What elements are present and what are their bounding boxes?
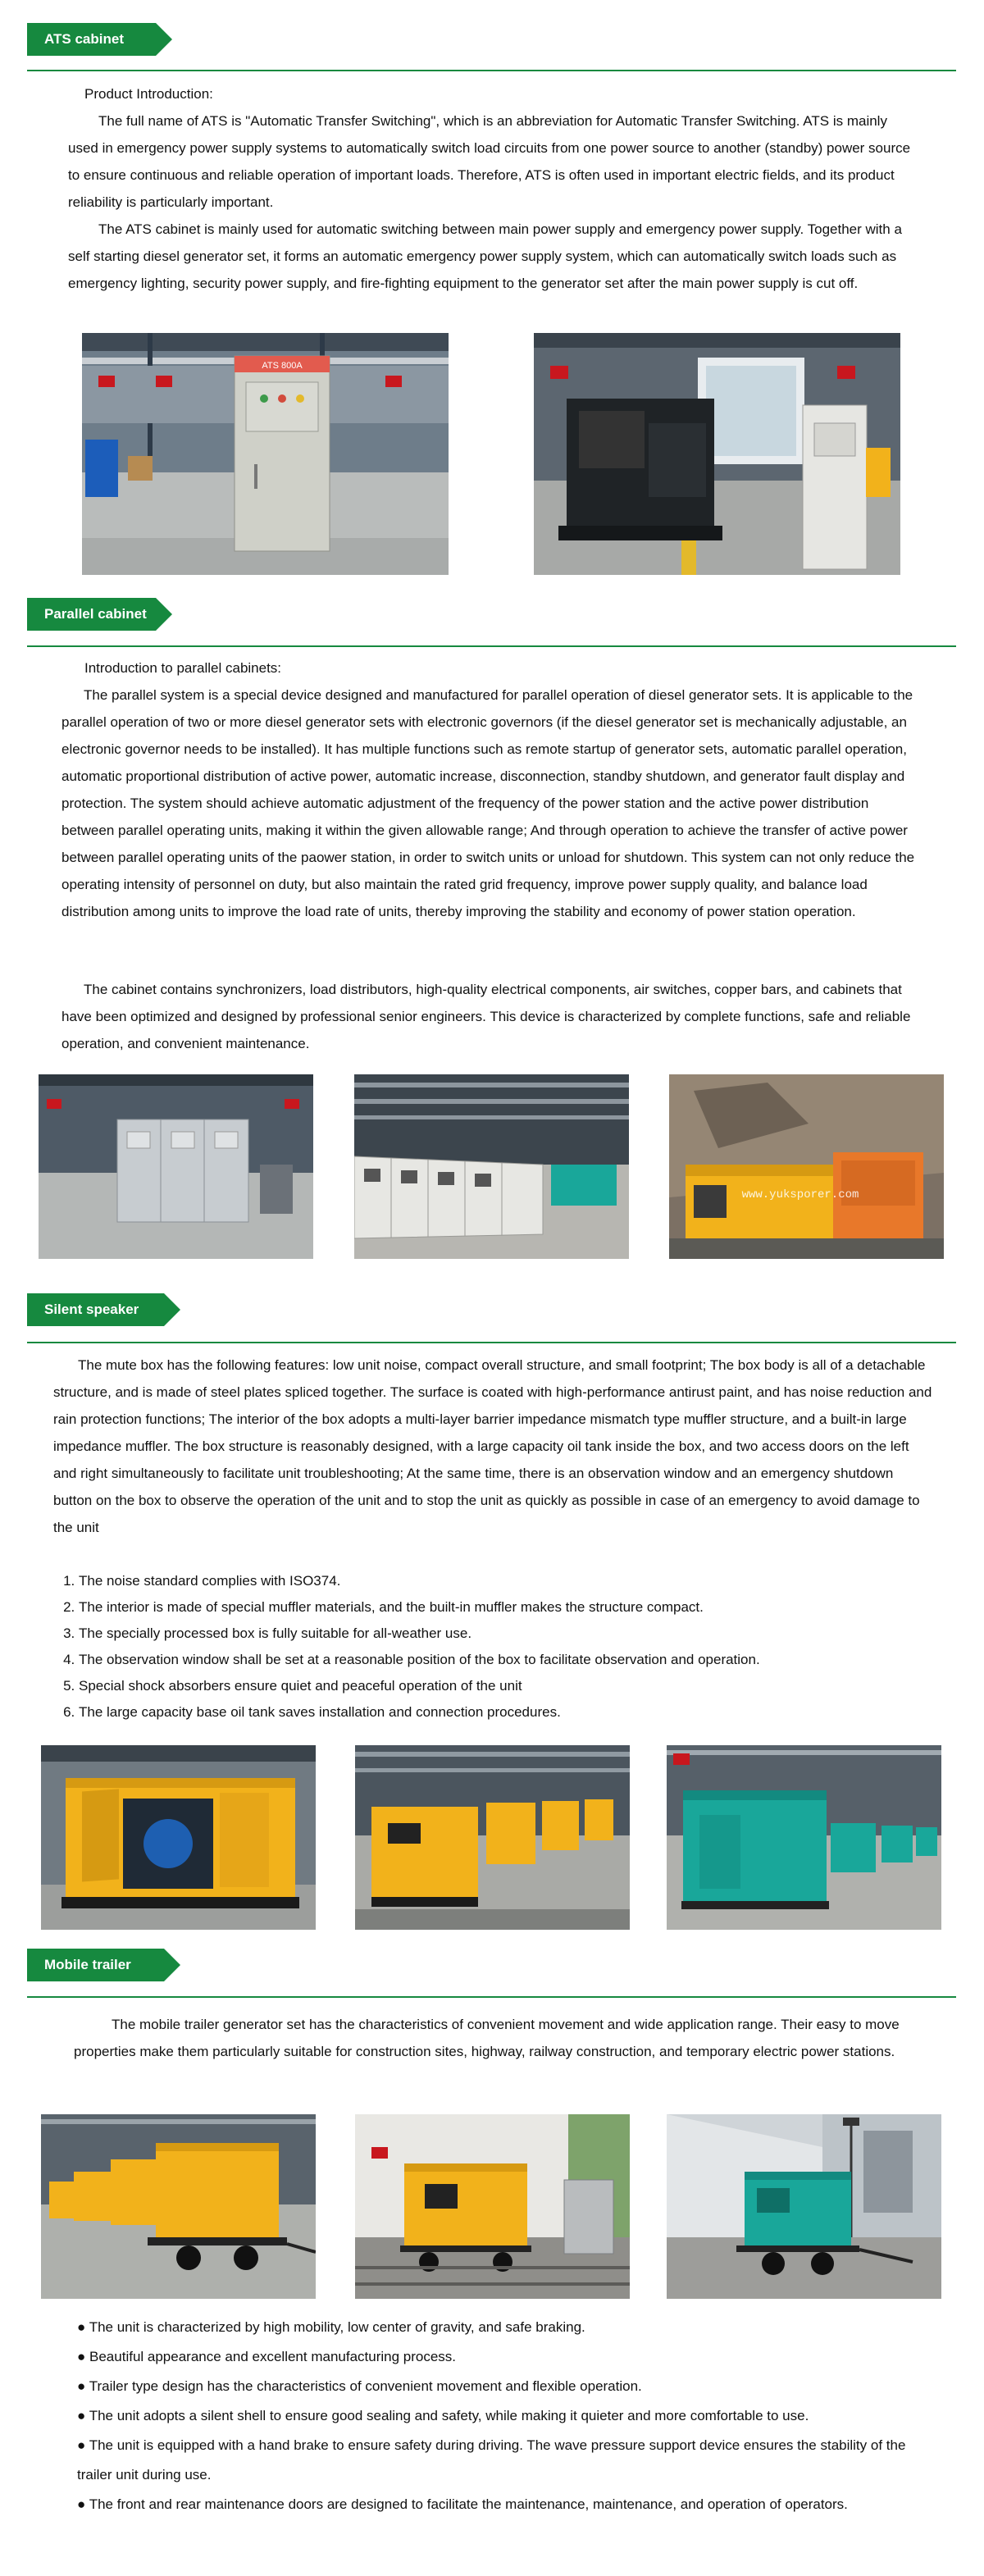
parallel-paragraph-1: [61, 682, 922, 925]
list-item: [63, 2313, 932, 2342]
list-item-text: The front and rear maintenance doors are designed to facilitate the maintenance, maintenance, and operation of operators.: [89, 2496, 848, 2512]
trailer-generator-photo-3: [667, 2114, 941, 2299]
silent-generator-photo-3: [667, 1745, 941, 1930]
bullet-icon: ●: [77, 2408, 86, 2423]
silent-generator-photo-2: [355, 1745, 630, 1930]
section-tag-label: Silent speaker: [31, 1293, 164, 1326]
list-item-text: The unit is characterized by high mobility, low center of gravity, and safe braking.: [89, 2319, 585, 2335]
ats-paragraph-2: [68, 216, 915, 297]
diesel-generator-with-ats-photo: [534, 333, 900, 575]
bullet-icon: ●: [77, 2437, 86, 2453]
ats-paragraph-2-text: The ATS cabinet is mainly used for automatic switching between main power supply and emergency power supply. Together with a self starting diesel generator set, it forms an automatic emergency power supply system, which can automatically switch loads such as emergency lighting, security power supply, and fire-fighting equipment to the generator set after the main power supply is cut off.: [68, 221, 902, 291]
bullet-icon: ●: [77, 2496, 86, 2512]
section-divider: [27, 1996, 956, 1998]
ats-paragraph-1-text: The full name of ATS is "Automatic Transfer Switching", which is an abbreviation for Automatic Transfer Switching. ATS is mainly used in emergency power supply systems to automatically switch load circuits from one power source to another (standby) power source to ensure continuous and reliable operation of important loads. Therefore, ATS is often used in important electric fields, and its product reliability is particularly important.: [68, 113, 911, 210]
bullet-icon: ●: [77, 2378, 86, 2394]
parallel-intro-title: Introduction to parallel cabinets:: [84, 660, 282, 676]
trailer-generator-photo-2: [355, 2114, 630, 2299]
list-item: [63, 2372, 932, 2401]
silent-paragraph-1-text: The mute box has the following features: low unit noise, compact overall structure, and small footprint; The box body is all of a detachable structure, and is made of steel plates spliced together. The surface is coated with high-performance antirust paint, and has noise reduction and rain protection functions; The interior of the box adopts a multi-layer barrier impedance mismatch type muffler structure, and a built-in large impedance muffler. The box structure is reasonably designed, with a large capacity oil tank inside the box, and two access doors on the left and right simultaneously to facilitate unit troubleshooting; At the same time, there is an observation window and an emergency shutdown button on the box to observe the operation of the unit and to stop the unit as quickly as possible in case of an emergency to avoid damage to the unit: [53, 1357, 932, 1535]
section-tag-trailer: [27, 1949, 180, 1981]
list-item: 1. The noise standard complies with ISO374.: [79, 1568, 948, 1594]
silent-feature-list: [54, 1568, 948, 1726]
cabinet-label: ATS 800A: [262, 361, 303, 371]
list-item: [63, 2431, 932, 2490]
list-item-text: Beautiful appearance and excellent manufacturing process.: [89, 2349, 457, 2364]
list-item: [63, 2342, 932, 2372]
parallel-cabinet-photo-2: [354, 1074, 629, 1259]
list-item-text: The unit adopts a silent shell to ensure good sealing and safety, while making it quieter and more comfortable to use.: [89, 2408, 809, 2423]
trailer-paragraph-1: [74, 2011, 927, 2065]
silent-generator-photo-1: [41, 1745, 316, 1930]
list-item: 4. The observation window shall be set at a reasonable position of the box to facilitate observation and operation.: [79, 1647, 948, 1673]
list-item: 2. The interior is made of special muffler materials, and the built-in muffler makes the structure compact.: [79, 1594, 948, 1621]
list-item: 6. The large capacity base oil tank saves installation and connection procedures.: [79, 1699, 948, 1726]
list-item: 3. The specially processed box is fully suitable for all-weather use.: [79, 1621, 948, 1647]
list-item: 5. Special shock absorbers ensure quiet and peaceful operation of the unit: [79, 1673, 948, 1699]
bullet-icon: ●: [77, 2349, 86, 2364]
list-item-text: The unit is equipped with a hand brake to ensure safety during driving. The wave pressure support device ensures the stability of the trailer unit during use.: [77, 2437, 906, 2483]
trailer-paragraph-1-text: The mobile trailer generator set has the characteristics of convenient movement and wide application range. Their easy to move properties make them particularly suitable for construction sites, highway, railway construction, and temporary electric power stations.: [74, 2017, 900, 2059]
bullet-icon: ●: [77, 2319, 86, 2335]
list-item-text: Trailer type design has the characteristics of convenient movement and flexible operation.: [89, 2378, 642, 2394]
trailer-feature-list: [63, 2313, 932, 2519]
parallel-paragraph-2-text: The cabinet contains synchronizers, load distributors, high-quality electrical components, air switches, copper bars, and cabinets that have been optimized and designed by professional senior engineers. This device is characterized by complete functions, safe and reliable operation, and convenient maintenance.: [61, 982, 911, 1051]
parallel-paragraph-2: [61, 976, 922, 1057]
parallel-cabinet-photo-3: [669, 1074, 944, 1259]
list-item: [63, 2401, 932, 2431]
section-tag-ats: [27, 23, 172, 56]
section-tag-label: ATS cabinet: [31, 23, 156, 56]
photo-watermark: www.yuksporer.com: [741, 1188, 859, 1201]
section-divider: [27, 70, 956, 71]
ats-paragraph-1: [68, 107, 915, 216]
section-divider: [27, 645, 956, 647]
parallel-cabinet-photo-1: [39, 1074, 313, 1259]
parallel-paragraph-1-text: The parallel system is a special device designed and manufactured for parallel operation of diesel generator sets. It is applicable to the parallel operation of two or more diesel generator sets with electronic governors (if the diesel generator set is mechanically adjustable, an electronic governor needs to be installed). It has multiple functions such as remote startup of generator sets, automatic parallel operation, automatic proportional distribution of active power, automatic increase, disconnection, standby shutdown, and generator fault display and protection. The system should achieve automatic adjustment of the frequency of the power station and the active power distribution between parallel operating units, making it within the given allowable range; And through operation to achieve the transfer of active power between parallel operating units of the paower station, in order to switch units or unload for shutdown. This system can not only reduce the operating intensity of personnel on duty, but also maintain the rated grid frequency, improve power supply quality, and balance load distribution among units to improve the load rate of units, thereby improving the stability and economy of power station operation.: [61, 687, 915, 919]
section-tag-silent: [27, 1293, 180, 1326]
silent-paragraph-1: [53, 1352, 935, 1541]
ats-intro-title: Product Introduction:: [84, 86, 213, 102]
section-tag-label: Parallel cabinet: [31, 598, 156, 631]
trailer-generator-photo-1: [41, 2114, 316, 2299]
section-divider: [27, 1342, 956, 1343]
ats-cabinet-photo: [82, 333, 449, 575]
section-tag-parallel: [27, 598, 172, 631]
list-item: [63, 2490, 932, 2519]
section-tag-label: Mobile trailer: [31, 1949, 164, 1981]
